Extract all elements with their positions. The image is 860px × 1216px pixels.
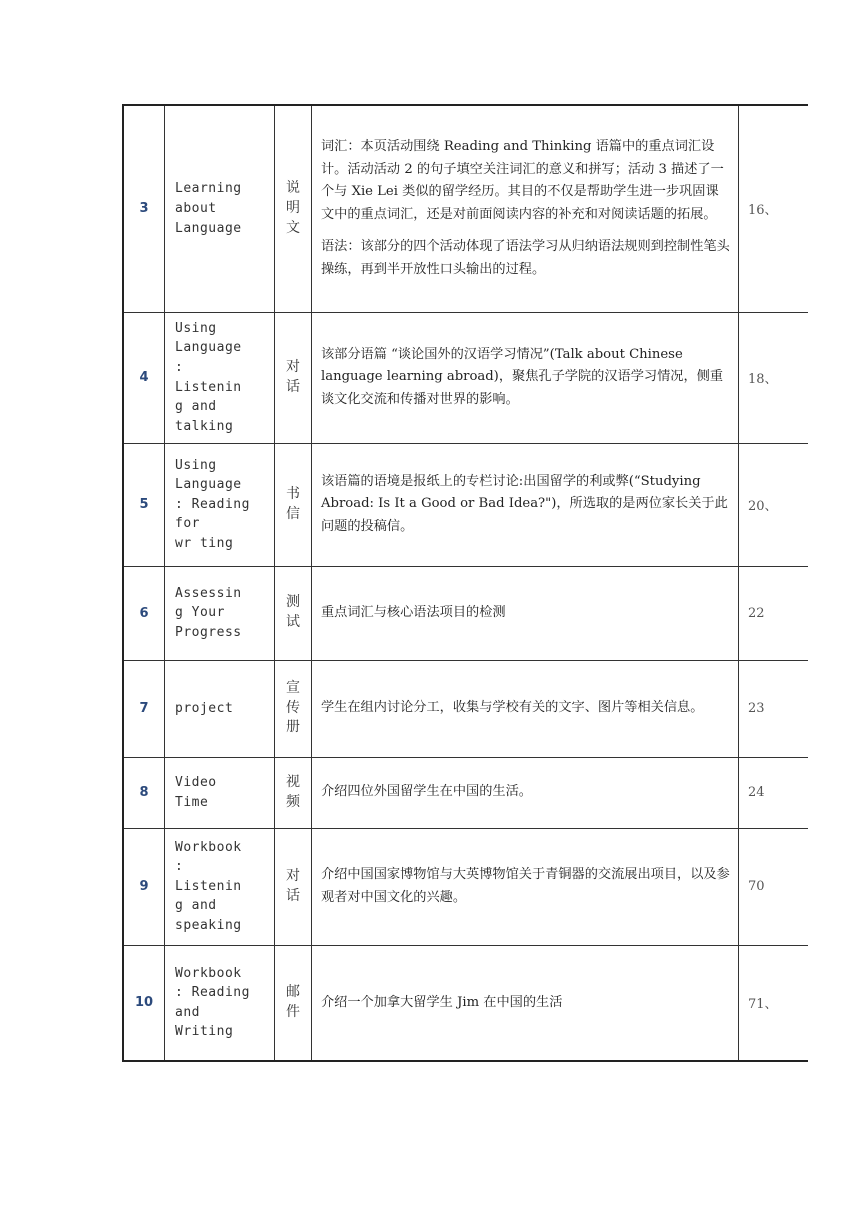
genre-label: 书信 [286,485,300,522]
row-number: 10 [123,945,165,1061]
section-title-line: Language [175,477,242,493]
genre-label: 视频 [286,773,300,810]
section-title-line: g and [175,399,217,415]
section-title [165,443,275,566]
section-title [165,757,275,828]
description-cell [312,566,739,660]
section-title-line: Language [175,340,242,356]
section-title [165,828,275,945]
description-cell [312,443,739,566]
page-number: 24 [739,757,809,828]
lesson-table-wrapper [122,104,778,1062]
row-number: 7 [123,660,165,757]
description-text: 介绍一个加拿大留学生 Jim 在中国的生活 [321,994,563,1010]
description-text: 介绍四位外国留学生在中国的生活。 [321,784,532,800]
genre-label: 邮件 [286,984,300,1020]
table-row [123,828,808,945]
row-number: 6 [123,566,165,660]
description-text: 重点词汇与核心语法项目的检测 [321,604,506,620]
row-number: 8 [123,757,165,828]
section-title-line: Workbook [175,965,242,981]
description-text: 学生在组内讨论分工，收集与学校有关的文字、图片等相关信息。 [321,700,704,716]
section-title-line: Listenin [175,379,242,395]
section-title-line: wr ting [175,535,234,551]
table-row [123,757,808,828]
description-text: 词汇：本页活动围绕 Reading and Thinking 语篇中的重点词汇设计。活动活动 2 的句子填空关注词汇的意义和拼写；活动 3 描述了一个与 Xie Lei 类似的留学经历。其目的不仅是帮助学生进一步巩固课文中的重点词汇，还是对前面阅读内容的补充和对阅读话题的拓展。 [321,139,724,222]
section-title-line: Time [175,794,209,810]
description-text: 该部分语篇 “谈论国外的汉语学习情况”(Talk about Chinese language learning abroad)，聚焦孔子学院的汉语学习情况，侧重谈文化交流和传播对世界的影响。 [321,346,724,407]
section-title-line: g and [175,898,217,914]
section-title-line: Writing [175,1024,234,1040]
row-number: 9 [123,828,165,945]
genre-cell [275,312,312,443]
section-title-line: talking [175,418,234,434]
section-title-line: Using [175,320,217,336]
table-row [123,660,808,757]
page-number: 20、 [739,443,809,566]
page-number: 18、 [739,312,809,443]
section-title-line: Learning [175,181,242,197]
section-title-line: speaking [175,917,242,933]
section-title-line: Listenin [175,878,242,894]
genre-label: 说明文 [286,180,300,236]
page-number: 22 [739,566,809,660]
row-number: 4 [123,312,165,443]
genre-cell [275,945,312,1061]
page-number: 71、 [739,945,809,1061]
genre-cell [275,105,312,312]
genre-cell [275,443,312,566]
table-row [123,945,808,1061]
section-title-line: Using [175,457,217,473]
description-cell [312,945,739,1061]
genre-label: 测试 [286,594,300,630]
section-title-line: Language [175,220,242,236]
description-text: 介绍中国国家博物馆与大英博物馆关于青铜器的交流展出项目，以及参观者对中国文化的兴趣。 [321,867,730,905]
section-title-line: Video [175,774,217,790]
section-title-line: Workbook [175,839,242,855]
section-title [165,105,275,312]
genre-cell [275,828,312,945]
section-title-line: Assessin [175,585,242,601]
lesson-table [122,104,808,1062]
section-title-line: project [175,700,234,716]
genre-cell [275,660,312,757]
section-title-line: Progress [175,624,242,640]
table-row [123,105,808,312]
description-cell [312,660,739,757]
description-cell [312,105,739,312]
section-title-line: for [175,516,200,532]
genre-label: 宣传册 [286,680,300,736]
section-title-line: : [175,359,184,375]
section-title [165,566,275,660]
section-title-line: : [175,859,184,875]
genre-cell [275,566,312,660]
table-row [123,443,808,566]
description-cell [312,312,739,443]
section-title-line: about [175,200,217,216]
section-title-line: and [175,1004,200,1020]
table-row [123,312,808,443]
genre-label: 对话 [286,867,300,904]
table-row [123,566,808,660]
description-grammar-text: 语法：该部分的四个活动体现了语法学习从归纳语法规则到控制性笔头操练，再到半开放性口头输出的过程。 [321,239,730,277]
genre-label: 对话 [286,358,300,395]
section-title-line: : Reading [175,496,250,512]
page-number: 16、 [739,105,809,312]
description-cell [312,828,739,945]
page-number: 70 [739,828,809,945]
section-title [165,312,275,443]
description-cell [312,757,739,828]
page-number: 23 [739,660,809,757]
section-title-line: g Your [175,605,225,621]
row-number: 5 [123,443,165,566]
genre-cell [275,757,312,828]
section-title-line: : Reading [175,985,250,1001]
description-text: 该语篇的语境是报纸上的专栏讨论:出国留学的利或弊(“Studying Abroad: Is It a Good or Bad Idea?")，所选取的是两位家长关于此问题的投稿信。 [321,473,728,534]
section-title [165,660,275,757]
section-title [165,945,275,1061]
row-number: 3 [123,105,165,312]
